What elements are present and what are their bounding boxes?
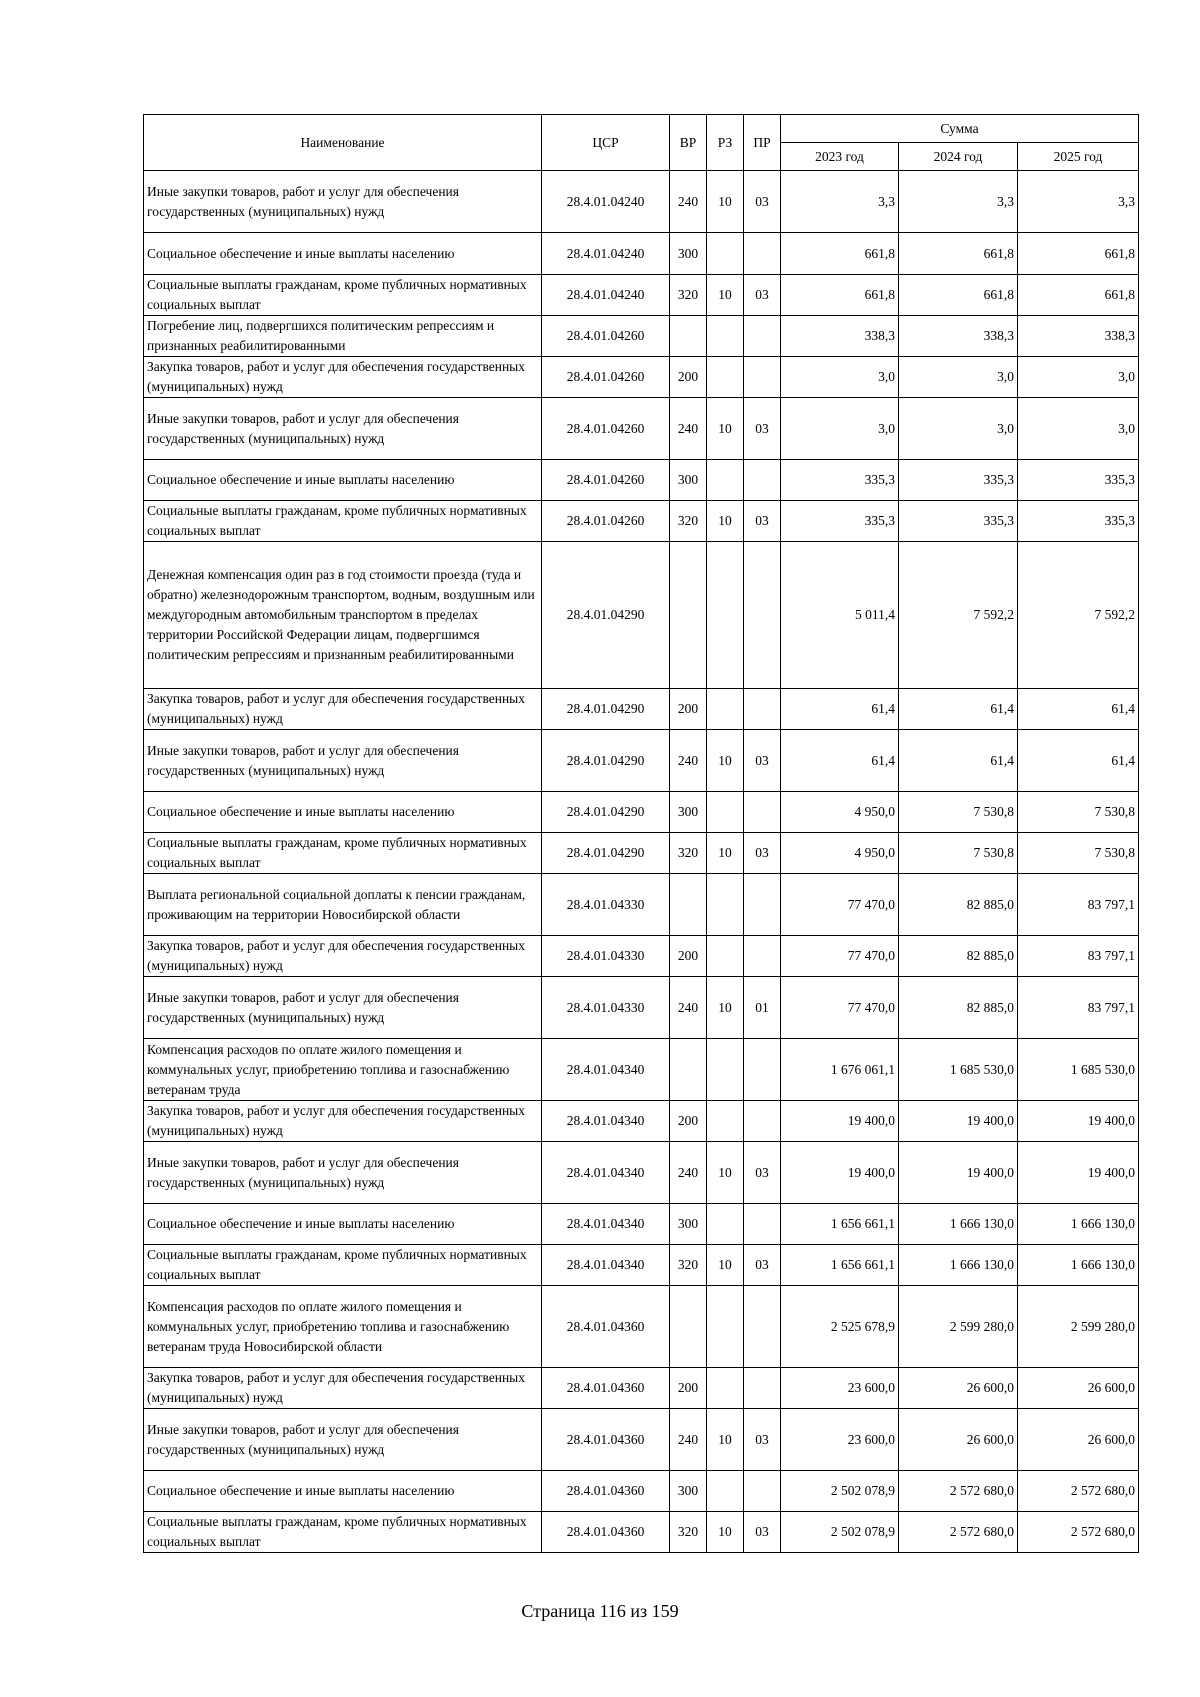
cell-sum-2025: 1 685 530,0 xyxy=(1018,1039,1139,1101)
cell-csr: 28.4.01.04290 xyxy=(542,542,670,689)
cell-pr xyxy=(744,1204,781,1245)
header-sum: Сумма xyxy=(781,115,1139,143)
cell-vr: 300 xyxy=(670,460,707,501)
cell-pr xyxy=(744,357,781,398)
cell-name: Иные закупки товаров, работ и услуг для обеспечения государственных (муниципальных) нужд xyxy=(144,730,542,792)
cell-pr: 03 xyxy=(744,275,781,316)
cell-rz xyxy=(707,542,744,689)
table-row xyxy=(144,542,1139,689)
cell-sum-2024: 338,3 xyxy=(899,316,1018,357)
cell-sum-2025: 2 572 680,0 xyxy=(1018,1471,1139,1512)
cell-pr xyxy=(744,316,781,357)
cell-sum-2023: 5 011,4 xyxy=(781,542,899,689)
cell-vr: 320 xyxy=(670,275,707,316)
cell-csr: 28.4.01.04340 xyxy=(542,1039,670,1101)
cell-name: Выплата региональной социальной доплаты к пенсии гражданам, проживающим на территории Новосибирской области xyxy=(144,874,542,936)
table-body xyxy=(144,171,1139,1553)
budget-table xyxy=(143,114,1139,1553)
cell-sum-2023: 77 470,0 xyxy=(781,936,899,977)
cell-name: Социальные выплаты гражданам, кроме публичных нормативных социальных выплат xyxy=(144,275,542,316)
cell-sum-2025: 335,3 xyxy=(1018,501,1139,542)
cell-rz: 10 xyxy=(707,501,744,542)
cell-csr: 28.4.01.04330 xyxy=(542,874,670,936)
cell-name: Закупка товаров, работ и услуг для обеспечения государственных (муниципальных) нужд xyxy=(144,1368,542,1409)
cell-name: Закупка товаров, работ и услуг для обеспечения государственных (муниципальных) нужд xyxy=(144,936,542,977)
cell-sum-2024: 1 666 130,0 xyxy=(899,1245,1018,1286)
cell-pr: 03 xyxy=(744,171,781,233)
cell-sum-2023: 3,0 xyxy=(781,398,899,460)
cell-sum-2023: 3,0 xyxy=(781,357,899,398)
cell-pr xyxy=(744,792,781,833)
cell-name: Социальное обеспечение и иные выплаты населению xyxy=(144,1204,542,1245)
cell-sum-2023: 661,8 xyxy=(781,275,899,316)
cell-sum-2023: 61,4 xyxy=(781,730,899,792)
cell-rz xyxy=(707,460,744,501)
cell-sum-2024: 61,4 xyxy=(899,730,1018,792)
cell-csr: 28.4.01.04360 xyxy=(542,1368,670,1409)
cell-name: Денежная компенсация один раз в год стоимости проезда (туда и обратно) железнодорожным транспортом, водным, воздушным или междугородным автомобильным транспортом в пределах территории Российской Федерации лицам, подвергшимся политическим репрессиям и признанным реабилитированными xyxy=(144,542,542,689)
cell-sum-2023: 2 525 678,9 xyxy=(781,1286,899,1368)
cell-pr: 03 xyxy=(744,1512,781,1553)
cell-name: Закупка товаров, работ и услуг для обеспечения государственных (муниципальных) нужд xyxy=(144,357,542,398)
cell-csr: 28.4.01.04330 xyxy=(542,977,670,1039)
cell-pr xyxy=(744,1039,781,1101)
cell-sum-2023: 77 470,0 xyxy=(781,874,899,936)
cell-sum-2023: 2 502 078,9 xyxy=(781,1471,899,1512)
cell-vr xyxy=(670,316,707,357)
cell-name: Социальные выплаты гражданам, кроме публичных нормативных социальных выплат xyxy=(144,501,542,542)
cell-csr: 28.4.01.04260 xyxy=(542,316,670,357)
cell-sum-2025: 83 797,1 xyxy=(1018,936,1139,977)
cell-csr: 28.4.01.04260 xyxy=(542,357,670,398)
table-row xyxy=(144,460,1139,501)
cell-vr xyxy=(670,1039,707,1101)
cell-rz: 10 xyxy=(707,1512,744,1553)
header-pr: ПР xyxy=(744,115,781,171)
cell-sum-2024: 82 885,0 xyxy=(899,874,1018,936)
cell-pr xyxy=(744,1286,781,1368)
cell-rz xyxy=(707,1039,744,1101)
cell-name: Иные закупки товаров, работ и услуг для обеспечения государственных (муниципальных) нужд xyxy=(144,977,542,1039)
cell-name: Иные закупки товаров, работ и услуг для обеспечения государственных (муниципальных) нужд xyxy=(144,1409,542,1471)
cell-sum-2024: 19 400,0 xyxy=(899,1101,1018,1142)
header-csr: ЦСР xyxy=(542,115,670,171)
cell-rz: 10 xyxy=(707,1142,744,1204)
cell-name: Социальные выплаты гражданам, кроме публичных нормативных социальных выплат xyxy=(144,833,542,874)
cell-sum-2025: 83 797,1 xyxy=(1018,977,1139,1039)
cell-sum-2023: 1 676 061,1 xyxy=(781,1039,899,1101)
cell-name: Социальное обеспечение и иные выплаты населению xyxy=(144,792,542,833)
cell-vr: 200 xyxy=(670,1101,707,1142)
cell-sum-2023: 77 470,0 xyxy=(781,977,899,1039)
table-row xyxy=(144,1101,1139,1142)
table-row xyxy=(144,833,1139,874)
header-year-2024: 2024 год xyxy=(899,143,1018,171)
cell-sum-2024: 7 530,8 xyxy=(899,792,1018,833)
cell-vr: 200 xyxy=(670,936,707,977)
cell-vr: 240 xyxy=(670,171,707,233)
cell-rz xyxy=(707,316,744,357)
cell-sum-2025: 661,8 xyxy=(1018,275,1139,316)
cell-sum-2023: 19 400,0 xyxy=(781,1101,899,1142)
cell-name: Погребение лиц, подвергшихся политическим репрессиям и признанных реабилитированными xyxy=(144,316,542,357)
cell-csr: 28.4.01.04290 xyxy=(542,833,670,874)
cell-sum-2024: 61,4 xyxy=(899,689,1018,730)
cell-pr xyxy=(744,542,781,689)
cell-vr xyxy=(670,874,707,936)
cell-sum-2024: 82 885,0 xyxy=(899,977,1018,1039)
cell-csr: 28.4.01.04240 xyxy=(542,233,670,275)
cell-vr: 320 xyxy=(670,501,707,542)
header-name: Наименование xyxy=(144,115,542,171)
cell-sum-2024: 661,8 xyxy=(899,275,1018,316)
cell-sum-2025: 335,3 xyxy=(1018,460,1139,501)
table-row xyxy=(144,1368,1139,1409)
cell-vr: 200 xyxy=(670,1368,707,1409)
cell-vr: 300 xyxy=(670,233,707,275)
cell-vr xyxy=(670,1286,707,1368)
cell-sum-2025: 83 797,1 xyxy=(1018,874,1139,936)
cell-sum-2025: 7 592,2 xyxy=(1018,542,1139,689)
cell-vr xyxy=(670,542,707,689)
cell-sum-2023: 661,8 xyxy=(781,233,899,275)
table-row xyxy=(144,730,1139,792)
table-row xyxy=(144,316,1139,357)
cell-sum-2024: 335,3 xyxy=(899,460,1018,501)
cell-vr: 320 xyxy=(670,1245,707,1286)
cell-csr: 28.4.01.04240 xyxy=(542,275,670,316)
table-row xyxy=(144,275,1139,316)
table-row xyxy=(144,1142,1139,1204)
cell-vr: 240 xyxy=(670,1409,707,1471)
cell-csr: 28.4.01.04260 xyxy=(542,460,670,501)
cell-csr: 28.4.01.04290 xyxy=(542,689,670,730)
cell-sum-2025: 2 572 680,0 xyxy=(1018,1512,1139,1553)
cell-sum-2024: 3,3 xyxy=(899,171,1018,233)
table-row xyxy=(144,398,1139,460)
cell-pr xyxy=(744,689,781,730)
cell-pr: 03 xyxy=(744,1245,781,1286)
cell-sum-2025: 1 666 130,0 xyxy=(1018,1245,1139,1286)
cell-sum-2024: 661,8 xyxy=(899,233,1018,275)
cell-vr: 240 xyxy=(670,977,707,1039)
cell-sum-2025: 26 600,0 xyxy=(1018,1368,1139,1409)
cell-sum-2024: 19 400,0 xyxy=(899,1142,1018,1204)
cell-rz xyxy=(707,1204,744,1245)
cell-rz: 10 xyxy=(707,1245,744,1286)
cell-sum-2025: 661,8 xyxy=(1018,233,1139,275)
cell-pr: 03 xyxy=(744,1142,781,1204)
cell-name: Социальное обеспечение и иные выплаты населению xyxy=(144,1471,542,1512)
cell-rz: 10 xyxy=(707,275,744,316)
cell-pr: 03 xyxy=(744,1409,781,1471)
table-row xyxy=(144,977,1139,1039)
cell-pr: 01 xyxy=(744,977,781,1039)
cell-sum-2025: 338,3 xyxy=(1018,316,1139,357)
cell-sum-2023: 61,4 xyxy=(781,689,899,730)
page-number: Страница 116 из 159 xyxy=(521,1601,679,1621)
table-row xyxy=(144,874,1139,936)
table-row xyxy=(144,1409,1139,1471)
cell-pr xyxy=(744,460,781,501)
cell-sum-2023: 4 950,0 xyxy=(781,792,899,833)
cell-sum-2023: 19 400,0 xyxy=(781,1142,899,1204)
table-row xyxy=(144,1245,1139,1286)
cell-sum-2024: 26 600,0 xyxy=(899,1368,1018,1409)
cell-csr: 28.4.01.04260 xyxy=(542,398,670,460)
cell-pr: 03 xyxy=(744,501,781,542)
cell-rz xyxy=(707,1368,744,1409)
cell-rz xyxy=(707,1286,744,1368)
table-header xyxy=(144,115,1139,171)
cell-rz: 10 xyxy=(707,171,744,233)
cell-rz xyxy=(707,874,744,936)
cell-name: Иные закупки товаров, работ и услуг для обеспечения государственных (муниципальных) нужд xyxy=(144,1142,542,1204)
cell-csr: 28.4.01.04240 xyxy=(542,171,670,233)
cell-rz xyxy=(707,792,744,833)
cell-sum-2024: 82 885,0 xyxy=(899,936,1018,977)
cell-sum-2024: 3,0 xyxy=(899,398,1018,460)
header-rz: РЗ xyxy=(707,115,744,171)
table-row xyxy=(144,357,1139,398)
cell-sum-2025: 2 599 280,0 xyxy=(1018,1286,1139,1368)
cell-pr: 03 xyxy=(744,833,781,874)
cell-csr: 28.4.01.04290 xyxy=(542,792,670,833)
table-row xyxy=(144,171,1139,233)
cell-rz: 10 xyxy=(707,833,744,874)
table-row xyxy=(144,233,1139,275)
cell-sum-2025: 19 400,0 xyxy=(1018,1142,1139,1204)
cell-pr xyxy=(744,1471,781,1512)
cell-rz: 10 xyxy=(707,1409,744,1471)
cell-sum-2025: 7 530,8 xyxy=(1018,792,1139,833)
cell-csr: 28.4.01.04290 xyxy=(542,730,670,792)
cell-vr: 320 xyxy=(670,1512,707,1553)
cell-csr: 28.4.01.04360 xyxy=(542,1512,670,1553)
cell-vr: 300 xyxy=(670,792,707,833)
cell-sum-2023: 1 656 661,1 xyxy=(781,1204,899,1245)
cell-sum-2023: 23 600,0 xyxy=(781,1409,899,1471)
cell-pr xyxy=(744,1368,781,1409)
cell-vr: 240 xyxy=(670,398,707,460)
cell-sum-2024: 7 592,2 xyxy=(899,542,1018,689)
cell-pr xyxy=(744,936,781,977)
cell-sum-2024: 1 685 530,0 xyxy=(899,1039,1018,1101)
cell-csr: 28.4.01.04360 xyxy=(542,1286,670,1368)
cell-rz: 10 xyxy=(707,730,744,792)
cell-sum-2025: 3,3 xyxy=(1018,171,1139,233)
cell-sum-2025: 3,0 xyxy=(1018,357,1139,398)
cell-rz xyxy=(707,1101,744,1142)
cell-vr: 320 xyxy=(670,833,707,874)
cell-sum-2023: 338,3 xyxy=(781,316,899,357)
cell-sum-2023: 2 502 078,9 xyxy=(781,1512,899,1553)
header-year-2025: 2025 год xyxy=(1018,143,1139,171)
cell-sum-2024: 1 666 130,0 xyxy=(899,1204,1018,1245)
cell-sum-2023: 3,3 xyxy=(781,171,899,233)
cell-csr: 28.4.01.04340 xyxy=(542,1204,670,1245)
cell-sum-2025: 61,4 xyxy=(1018,730,1139,792)
cell-sum-2025: 7 530,8 xyxy=(1018,833,1139,874)
table-row xyxy=(144,1471,1139,1512)
cell-name: Социальное обеспечение и иные выплаты населению xyxy=(144,233,542,275)
header-year-2023: 2023 год xyxy=(781,143,899,171)
cell-rz: 10 xyxy=(707,977,744,1039)
cell-sum-2024: 2 599 280,0 xyxy=(899,1286,1018,1368)
cell-sum-2025: 3,0 xyxy=(1018,398,1139,460)
cell-sum-2023: 335,3 xyxy=(781,501,899,542)
cell-sum-2023: 1 656 661,1 xyxy=(781,1245,899,1286)
cell-name: Закупка товаров, работ и услуг для обеспечения государственных (муниципальных) нужд xyxy=(144,689,542,730)
cell-sum-2025: 26 600,0 xyxy=(1018,1409,1139,1471)
cell-pr xyxy=(744,233,781,275)
table-row xyxy=(144,1204,1139,1245)
cell-csr: 28.4.01.04330 xyxy=(542,936,670,977)
cell-pr xyxy=(744,874,781,936)
table-row xyxy=(144,936,1139,977)
cell-sum-2023: 23 600,0 xyxy=(781,1368,899,1409)
cell-sum-2024: 26 600,0 xyxy=(899,1409,1018,1471)
cell-name: Компенсация расходов по оплате жилого помещения и коммунальных услуг, приобретению топлива и газоснабжению ветеранам труда xyxy=(144,1039,542,1101)
cell-vr: 240 xyxy=(670,1142,707,1204)
header-vr: ВР xyxy=(670,115,707,171)
cell-vr: 300 xyxy=(670,1471,707,1512)
cell-csr: 28.4.01.04340 xyxy=(542,1245,670,1286)
cell-rz xyxy=(707,936,744,977)
table-row xyxy=(144,689,1139,730)
cell-sum-2024: 2 572 680,0 xyxy=(899,1512,1018,1553)
cell-vr: 240 xyxy=(670,730,707,792)
cell-sum-2024: 335,3 xyxy=(899,501,1018,542)
cell-name: Закупка товаров, работ и услуг для обеспечения государственных (муниципальных) нужд xyxy=(144,1101,542,1142)
cell-rz xyxy=(707,233,744,275)
cell-sum-2024: 3,0 xyxy=(899,357,1018,398)
cell-pr xyxy=(744,1101,781,1142)
cell-name: Иные закупки товаров, работ и услуг для обеспечения государственных (муниципальных) нужд xyxy=(144,398,542,460)
cell-sum-2025: 61,4 xyxy=(1018,689,1139,730)
table-row xyxy=(144,501,1139,542)
cell-csr: 28.4.01.04340 xyxy=(542,1142,670,1204)
cell-csr: 28.4.01.04260 xyxy=(542,501,670,542)
table-row xyxy=(144,1512,1139,1553)
cell-sum-2023: 4 950,0 xyxy=(781,833,899,874)
table-row xyxy=(144,792,1139,833)
cell-sum-2025: 1 666 130,0 xyxy=(1018,1204,1139,1245)
cell-rz: 10 xyxy=(707,398,744,460)
cell-csr: 28.4.01.04360 xyxy=(542,1471,670,1512)
table-row xyxy=(144,1039,1139,1101)
cell-vr: 300 xyxy=(670,1204,707,1245)
cell-name: Социальное обеспечение и иные выплаты населению xyxy=(144,460,542,501)
cell-name: Иные закупки товаров, работ и услуг для обеспечения государственных (муниципальных) нужд xyxy=(144,171,542,233)
cell-csr: 28.4.01.04360 xyxy=(542,1409,670,1471)
cell-rz xyxy=(707,1471,744,1512)
cell-pr: 03 xyxy=(744,730,781,792)
cell-sum-2023: 335,3 xyxy=(781,460,899,501)
cell-sum-2024: 2 572 680,0 xyxy=(899,1471,1018,1512)
cell-rz xyxy=(707,689,744,730)
table-row xyxy=(144,1286,1139,1368)
cell-sum-2024: 7 530,8 xyxy=(899,833,1018,874)
cell-vr: 200 xyxy=(670,357,707,398)
cell-sum-2025: 19 400,0 xyxy=(1018,1101,1139,1142)
cell-vr: 200 xyxy=(670,689,707,730)
cell-name: Социальные выплаты гражданам, кроме публичных нормативных социальных выплат xyxy=(144,1245,542,1286)
cell-csr: 28.4.01.04340 xyxy=(542,1101,670,1142)
cell-pr: 03 xyxy=(744,398,781,460)
cell-rz xyxy=(707,357,744,398)
cell-name: Социальные выплаты гражданам, кроме публичных нормативных социальных выплат xyxy=(144,1512,542,1553)
cell-name: Компенсация расходов по оплате жилого помещения и коммунальных услуг, приобретению топлива и газоснабжению ветеранам труда Новосибирской области xyxy=(144,1286,542,1368)
